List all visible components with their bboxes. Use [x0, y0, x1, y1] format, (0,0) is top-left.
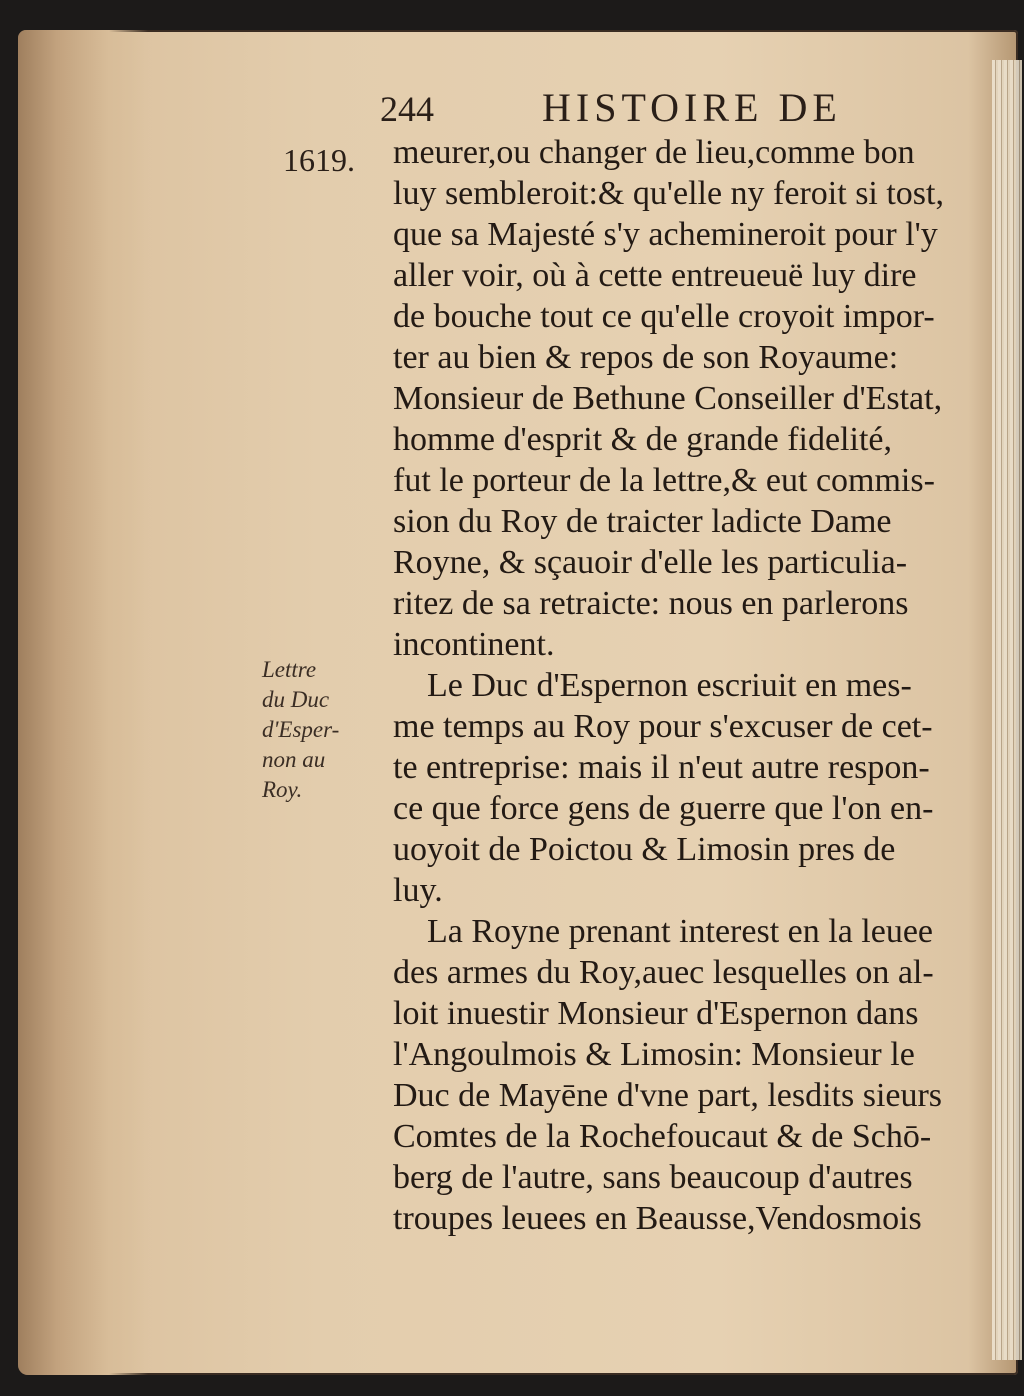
margin-note-line: non au	[262, 747, 326, 772]
margin-note-line: d'Esper-	[262, 717, 340, 742]
text-line: Monsieur de Bethune Conseiller d'Estat,	[393, 380, 943, 417]
text-line: des armes du Roy,auec lesquelles on al-	[393, 954, 934, 991]
text-line: de bouche tout ce qu'elle croyoit impor-	[393, 298, 935, 335]
text-line: aller voir, où à cette entreueuë luy dire	[393, 257, 917, 294]
text-line: incontinent.	[393, 626, 555, 663]
text-line: l'Angoulmois & Limosin: Monsieur le	[393, 1036, 915, 1073]
text-line: Duc de Mayēne d'vne part, lesdits sieurs	[393, 1077, 943, 1114]
text-line: me temps au Roy pour s'excuser de cet-	[393, 708, 933, 745]
page-number: 244	[380, 89, 434, 129]
running-header	[380, 84, 980, 134]
text-line: te entreprise: mais il n'eut autre respon-	[393, 749, 930, 786]
year-margin-note: 1619.	[283, 142, 355, 178]
margin-note-line: Roy.	[262, 777, 303, 802]
running-title: HISTOIRE DE	[542, 85, 842, 130]
text-line: que sa Majesté s'y achemineroit pour l'y	[393, 216, 938, 253]
text-line: Comtes de la Rochefoucaut & de Schō-	[393, 1118, 932, 1155]
text-line: troupes leuees en Beausse,Vendosmois	[393, 1200, 922, 1237]
text-line: uoyoit de Poictou & Limosin pres de	[393, 831, 896, 868]
margin-note-line: du Duc	[262, 687, 330, 712]
margin-note	[262, 655, 380, 805]
text-line: homme d'esprit & de grande fidelité,	[393, 421, 892, 458]
text-line: sion du Roy de traicter ladicte Dame	[393, 503, 892, 540]
text-line: Royne, & sçauoir d'elle les particulia-	[393, 544, 908, 581]
margin-note-line: Lettre	[262, 657, 317, 682]
text-line: ritez de sa retraicte: nous en parlerons	[393, 585, 909, 622]
text-line: La Royne prenant interest en la leuee	[427, 913, 933, 950]
text-line: fut le porteur de la lettre,& eut commis-	[393, 462, 935, 499]
body-text	[393, 132, 1008, 1239]
text-line: luy sembleroit:& qu'elle ny feroit si tost,	[393, 175, 944, 212]
text-line: ter au bien & repos de son Royaume:	[393, 339, 899, 376]
text-line: luy.	[393, 872, 443, 909]
text-line: loit inuestir Monsieur d'Espernon dans	[393, 995, 919, 1032]
text-line: ce que force gens de guerre que l'on en-	[393, 790, 934, 827]
text-line: berg de l'autre, sans beaucoup d'autres	[393, 1159, 913, 1196]
text-line: Le Duc d'Espernon escriuit en mes-	[427, 667, 912, 704]
text-line: meurer,ou changer de lieu,comme bon	[393, 134, 915, 171]
